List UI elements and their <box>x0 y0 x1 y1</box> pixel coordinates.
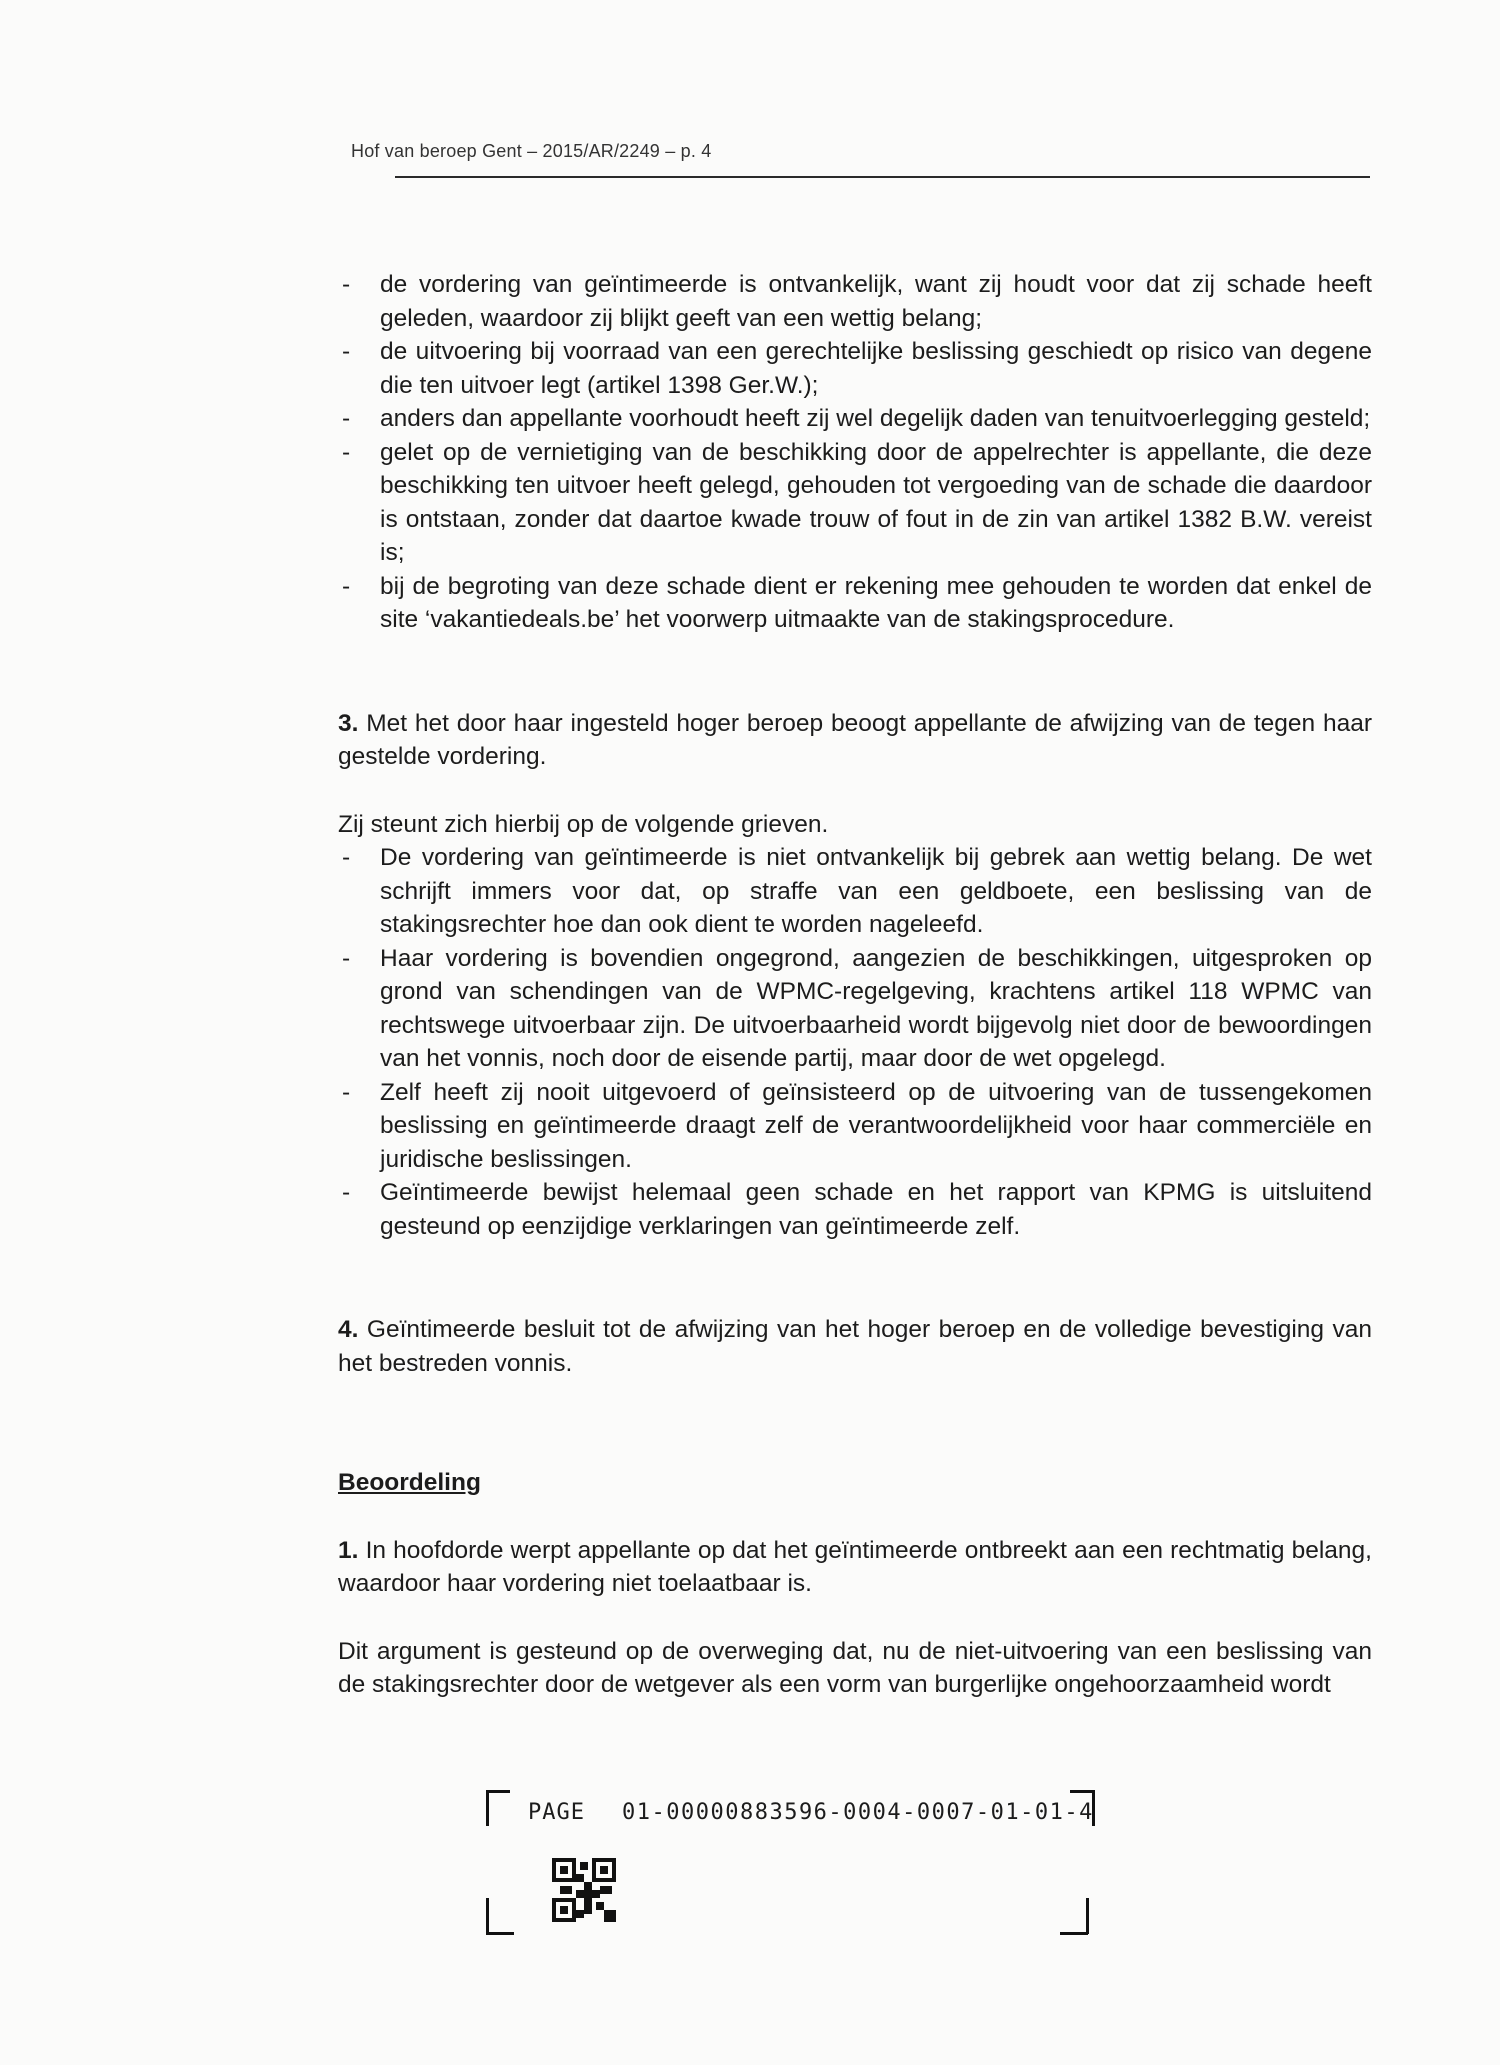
point-number: 1. <box>338 1536 359 1564</box>
paragraph-beoordeling-1 <box>338 1534 1372 1601</box>
stamp-bracket-tr <box>1070 1790 1094 1793</box>
list-item: - de vordering van geïntimeerde is ontvankelijk, want zij houdt voor dat zij schade heeft geleden, waardoor zij blijkt geeft van een wettig belang; <box>338 268 1372 335</box>
point-text: Met het door haar ingesteld hoger beroep beoogt appellante de afwijzing van de tegen haar gestelde vordering. <box>338 709 1373 770</box>
list-item: - gelet op de vernietiging van de beschikking door de appelrechter is appellante, die deze beschikking ten uitvoer heeft gelegd, gehouden tot vergoeding van de schade die daardoor is ontstaan, zonder dat daartoe kwade trouw of fout in de zin van artikel 1382 B.W. vereist is; <box>338 436 1372 570</box>
list-item: - de uitvoering bij voorraad van een gerechtelijke beslissing geschiedt op risico van degene die ten uitvoer legt (artikel 1398 Ger.W.); <box>338 335 1372 402</box>
list-item: - anders dan appellante voorhoudt heeft zij wel degelijk daden van tenuitvoerlegging gesteld; <box>338 402 1372 436</box>
paragraph-point-3 <box>338 707 1372 774</box>
document-body <box>338 268 1372 1702</box>
paragraph-beoordeling: Dit argument is gesteund op de overweging dat, nu de niet-uitvoering van een beslissing van de stakingsrechter door de wetgever als een vorm van burgerlijke ongehoorzaamheid wordt <box>338 1637 1372 1698</box>
page-label: PAGE <box>528 1800 585 1825</box>
list-item: - Geïntimeerde bewijst helemaal geen schade en het rapport van KPMG is uitsluitend gesteund op eenzijdige verklaringen van geïntimeerde zelf. <box>338 1176 1372 1243</box>
grieven-intro: Zij steunt zich hierbij op de volgende grieven. <box>338 810 829 838</box>
qr-code-icon <box>552 1858 616 1922</box>
heading-text: Beoordeling <box>338 1469 481 1496</box>
list-item: - Haar vordering is bovendien ongegrond, aangezien de beschikkingen, uitgesproken op grond van schendingen van de WPMC-regelgeving, krachtens artikel 118 WPMC van rechtswege uitvoerbaar zijn. De uitvoerbaarheid wordt bijgevolg niet door de bewoordingen van het vonnis, noch door de eisende partij, maar door de wet opgelegd. <box>338 942 1372 1076</box>
bullet-list-top <box>338 268 1372 637</box>
stamp-bracket-br <box>1086 1898 1089 1934</box>
list-item: - Zelf heeft zij nooit uitgevoerd of geïnsisteerd op de uitvoering van de tussengekomen beslissing en geïntimeerde draagt zelf de verantwoordelijkheid voor haar commerciële en juridische beslissingen. <box>338 1076 1372 1177</box>
bullet-list-grieven <box>338 841 1372 1243</box>
list-item: - De vordering van geïntimeerde is niet ontvankelijk bij gebrek aan wettig belang. De wet schrijft immers voor dat, op straffe van een geldboete, een beslissing van de stakingsrechter hoe dan ook dient te worden nageleefd. <box>338 841 1372 942</box>
stamp-bracket-bl <box>486 1898 489 1934</box>
stamp-bracket-bl <box>486 1932 514 1935</box>
list-item: - bij de begroting van deze schade dient er rekening mee gehouden te worden dat enkel de site ‘vakantiedeals.be’ het voorwerp uitmaakte van de stakingsprocedure. <box>338 570 1372 637</box>
point-number: 3. <box>338 709 359 737</box>
stamp-bracket-br <box>1060 1932 1088 1935</box>
point-text: Geïntimeerde besluit tot de afwijzing van het hoger beroep en de volledige bevestiging van het bestreden vonnis. <box>338 1316 1372 1377</box>
point-number: 4. <box>338 1316 359 1343</box>
stamp-bracket-tl <box>486 1790 510 1793</box>
point-text: In hoofdorde werpt appellante op dat het geïntimeerde ontbreekt aan een rechtmatig belang, waardoor haar vordering niet toelaatbaar is. <box>338 1536 1372 1597</box>
header-rule <box>395 176 1370 178</box>
stamp-bracket-tl <box>486 1790 489 1826</box>
running-header: Hof van beroep Gent – 2015/AR/2249 – p. 4 <box>351 141 712 161</box>
section-heading <box>338 1466 1372 1500</box>
page-code: 01-00000883596-0004-0007-01-01-4 <box>622 1800 1094 1825</box>
paragraph-point-4 <box>338 1313 1372 1380</box>
